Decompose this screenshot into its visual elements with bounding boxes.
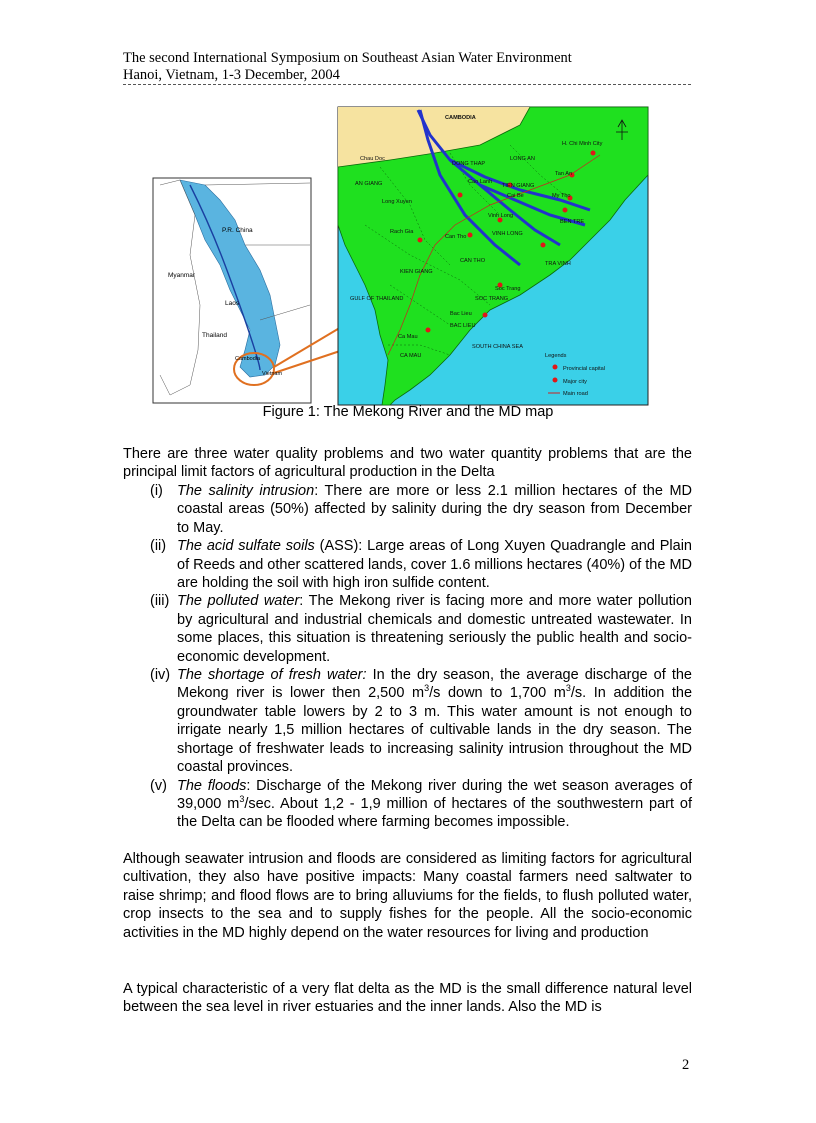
map-label-dong-thap: DONG THAP bbox=[452, 161, 486, 167]
page-number: 2 bbox=[682, 1057, 690, 1073]
map-label-ca-mau-province: CA MAU bbox=[400, 353, 422, 359]
header-line-1: The second International Symposium on Southeast Asian Water Environment bbox=[123, 50, 572, 66]
running-header bbox=[123, 50, 572, 84]
map-label-chau-doc: Chau Doc bbox=[360, 156, 385, 162]
map-label-long-xuyen: Long Xuyen bbox=[382, 199, 412, 205]
map-label-tan-an: Tan An bbox=[555, 171, 573, 177]
map-label-can-tho: Can Tho bbox=[445, 234, 467, 240]
inset-label-vietnam: Vietnam bbox=[262, 371, 283, 377]
list-item-title: The polluted water bbox=[177, 593, 300, 610]
map-label-cai-be: Cai Be bbox=[507, 193, 524, 199]
legend-major-city: Major city bbox=[563, 379, 587, 385]
map-label-bac-lieu: Bac Lieu bbox=[450, 311, 472, 317]
paragraph-flat-delta: A typical characteristic of a very flat delta as the MD is the small difference natural level between the sea level in river estuaries and the inner lands. Also the MD is bbox=[123, 981, 692, 1016]
list-item-title: The floods bbox=[177, 777, 247, 794]
inset-label-thailand: Thailand bbox=[202, 332, 227, 339]
legend-provincial-capital: Provincial capital bbox=[563, 366, 605, 372]
legend-title: Legends bbox=[545, 353, 567, 359]
problems-list bbox=[150, 482, 692, 832]
intro-paragraph: There are three water quality problems and two water quantity problems that are the principal limit factors of agricultural production in the Delta bbox=[123, 446, 692, 481]
map-label-gulf: GULF OF THAILAND bbox=[350, 296, 404, 302]
map-label-kien-giang: KIEN GIANG bbox=[400, 269, 433, 275]
list-item-number: (i) bbox=[150, 483, 163, 499]
map-graphic bbox=[150, 105, 650, 410]
map-label-an-giang: AN GIANG bbox=[355, 181, 383, 187]
list-item-text: (ASS): Large areas of Long Xuyen Quadrangle and Plain of Reeds and other scattered lands, cover 1.6 millions hectares (40%) of the MD are holding the soil with high iron sulfide content. bbox=[177, 538, 693, 592]
inset-label-myanmar: Myanmar bbox=[168, 272, 196, 279]
list-item-number: (iv) bbox=[150, 667, 171, 684]
figure-caption: Figure 1: The Mekong River and the MD map bbox=[262, 404, 554, 420]
inset-label-china: P.R. China bbox=[222, 227, 253, 234]
map-label-ca-mau: Ca Mau bbox=[398, 334, 418, 340]
list-item: (iii) The polluted water: The Mekong river is facing more and more water pollution by agricultural and industrial chemicals and domestic untreated wastewater. In some places, this situation is threatening seriously the public health and socio-economic development. bbox=[150, 593, 693, 665]
map-label-vinh-long-province: VINH LONG bbox=[492, 231, 523, 237]
list-item-title: The acid sulfate soils bbox=[177, 538, 315, 555]
map-label-cao-lanh: Cao Lanh bbox=[468, 179, 493, 185]
figure-mekong-map bbox=[150, 105, 650, 410]
map-label-ben-tre: BEN TRE bbox=[560, 219, 585, 225]
inset-label-cambodia: Cambodia bbox=[235, 356, 261, 362]
list-item-text: There are more or less 2.1 million hectares of the MD coastal areas (50%) affected by salinity during the dry season from December to May. bbox=[177, 483, 693, 536]
list-item-number: (v) bbox=[150, 777, 167, 794]
map-label-cantho-province: CAN THO bbox=[460, 258, 486, 264]
header-rule bbox=[123, 84, 691, 85]
paragraph-positive-impacts: Although seawater intrusion and floods are considered as limiting factors for agricultural cultivation, they also have positive impacts: Many coastal farmers need saltwater to raise shrimp; and flood flows are to bring alluviums for the fields, to flush polluted water, crop insects to the sea and to supply fishes for the people. All the socio-economic activities in the MD highly depend on the water resources for living and production bbox=[123, 851, 692, 941]
map-label-hcm: H. Chi Minh City bbox=[562, 141, 603, 147]
list-item bbox=[150, 537, 692, 592]
list-item: (iv) The shortage of fresh water: In the dry season, the average discharge of the Mekong river is lower then 2,500 $m^3/s$ down to 1,700 $m^3/s$. In addition the groundwater table lowers by 2 to 3 m. This water amount is not enough to irrigate nearly 1,5 million hectares of cultivable lands in the dry season. The shortage of freshwater leads to increasing salinity intrusion throughout the MD coastal provinces. bbox=[150, 667, 693, 776]
map-label-soc-trang-province: SOC TRANG bbox=[475, 296, 509, 302]
map-label-tien-giang: TIEN GIANG bbox=[502, 183, 535, 189]
map-label-rach-gia: Rach Gia bbox=[390, 229, 414, 235]
list-item-title: The salinity intrusion bbox=[177, 483, 315, 499]
list-item-text: The Mekong river is facing more and more water pollution by agricultural and industrial chemicals and domestic untreated wastewater. In some places, this situation is threatening seriously the public health and socio-economic development. bbox=[177, 593, 693, 665]
header-line-2: Hanoi, Vietnam, 1-3 December, 2004 bbox=[123, 67, 340, 83]
map-label-vinh-long: Vinh Long bbox=[488, 213, 514, 219]
list-item: (v) The floods: Discharge of the Mekong river during the wet season averages of 39,000 $m^3/\sec$. About 1,2 - 1,9 million of hectares of the southwestern part of the Delta can be flooded where farming becomes impossible. bbox=[150, 777, 692, 831]
legend-main-road: Main road bbox=[563, 391, 588, 397]
map-label-soc-trang: Soc Trang bbox=[495, 286, 521, 292]
list-item-number: (iii) bbox=[150, 593, 170, 610]
map-label-my-tho: My Tho bbox=[552, 193, 571, 199]
inset-label-laos: Laos bbox=[225, 300, 240, 307]
list-item-title: The shortage of fresh water: bbox=[177, 667, 367, 684]
map-label-tra-vinh: TRA VINH bbox=[545, 261, 571, 267]
list-item-number: (ii) bbox=[150, 538, 167, 555]
map-label-bac-lieu-province: BAC LIEU bbox=[450, 323, 476, 329]
list-item: (i) The salinity intrusion: There are more or less 2.1 million hectares of the MD coastal areas (50%) affected by salinity during the dry season from December to May. bbox=[150, 483, 693, 536]
map-label-south-china-sea: SOUTH CHINA SEA bbox=[472, 344, 523, 350]
map-label-long-an: LONG AN bbox=[510, 156, 535, 162]
map-label-cambodia: CAMBODIA bbox=[445, 115, 476, 121]
